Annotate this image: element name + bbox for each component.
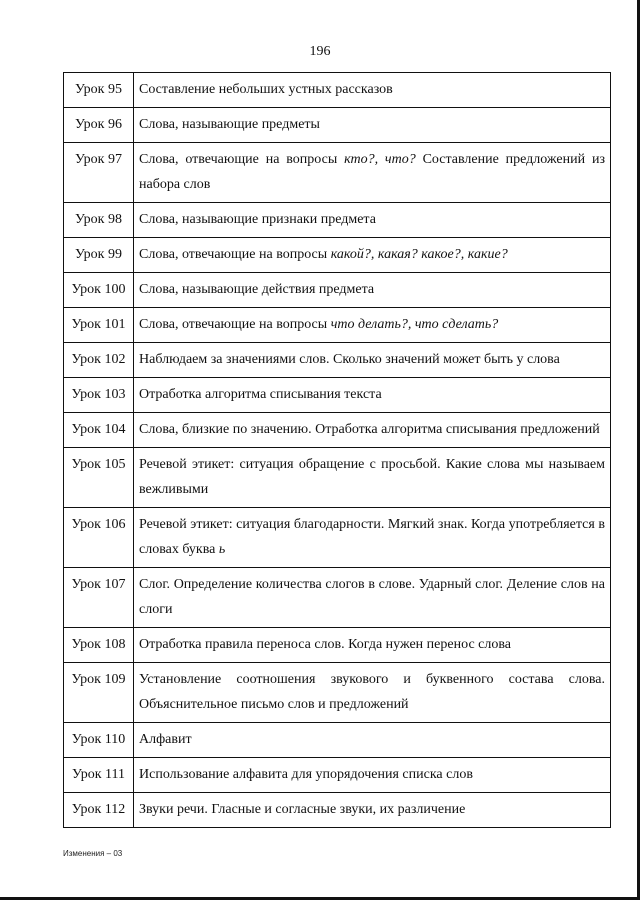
table-row [64,663,611,723]
table-row [64,723,611,758]
lesson-topic-text: Речевой этикет: ситуация благодарности. Мягкий знак. Когда употребляется в словах буква [139,517,605,557]
lesson-topic-text: Использование алфавита для упорядочения списка слов [139,767,473,782]
lesson-topic-text: Слова, отвечающие на вопросы [139,152,345,167]
lesson-topic [134,758,611,793]
lesson-topic [134,308,611,343]
table-row [64,568,611,628]
lesson-number: Урок 110 [64,723,134,758]
lesson-topic [134,568,611,628]
lesson-number: Урок 104 [64,413,134,448]
lesson-topic [134,663,611,723]
lesson-topic-italic: какой?, какая? какое?, какие? [330,247,508,262]
lesson-number: Урок 102 [64,343,134,378]
lesson-topic-text: Слова, называющие признаки предмета [139,212,376,227]
table-row [64,273,611,308]
lesson-topic [134,143,611,203]
lesson-number: Урок 107 [64,568,134,628]
table-row [64,203,611,238]
lesson-number: Урок 109 [64,663,134,723]
lesson-number: Урок 108 [64,628,134,663]
table-row [64,448,611,508]
lesson-number: Урок 97 [64,143,134,203]
lesson-number: Урок 95 [64,73,134,108]
lesson-topic [134,378,611,413]
lesson-number: Урок 105 [64,448,134,508]
lesson-topic [134,108,611,143]
table-row [64,628,611,663]
lesson-number: Урок 98 [64,203,134,238]
lessons-table-body [64,73,611,828]
lesson-topic-text: Отработка правила переноса слов. Когда нужен перенос слова [139,637,511,652]
lesson-topic-text: Звуки речи. Гласные и согласные звуки, их различение [139,802,466,817]
lesson-topic-text: Слова, называющие предметы [139,117,320,132]
lesson-topic [134,628,611,663]
lesson-number: Урок 101 [64,308,134,343]
lesson-topic [134,508,611,568]
lesson-topic [134,238,611,273]
lesson-topic-text: Составление небольших устных рассказов [139,82,393,97]
table-row [64,73,611,108]
lesson-topic [134,273,611,308]
table-row [64,238,611,273]
lesson-number: Урок 100 [64,273,134,308]
lesson-topic-text: Составление предложений из набора слов [139,152,605,192]
table-row [64,758,611,793]
lesson-topic [134,448,611,508]
lesson-topic [134,793,611,828]
table-row [64,308,611,343]
lesson-topic [134,203,611,238]
table-row [64,108,611,143]
table-row [64,413,611,448]
lesson-topic-italic: что делать?, что сделать? [330,317,499,332]
lesson-number: Урок 103 [64,378,134,413]
table-row [64,793,611,828]
lesson-topic [134,343,611,378]
lesson-topic [134,73,611,108]
lesson-topic-text: Слог. Определение количества слогов в слове. Ударный слог. Деление слов на слоги [139,577,605,617]
lesson-topic-text: Наблюдаем за значениями слов. Сколько значений может быть у слова [139,352,560,367]
footer-revision: Изменения – 03 [63,849,123,858]
table-row [64,508,611,568]
lesson-topic-text: Слова, отвечающие на вопросы [139,317,331,332]
lesson-topic-text: Речевой этикет: ситуация обращение с просьбой. Какие слова мы называем вежливыми [139,457,605,497]
lesson-topic-text: Отработка алгоритма списывания текста [139,387,382,402]
lessons-table [63,72,611,828]
lesson-topic [134,723,611,758]
lesson-topic-italic: ь [218,542,226,557]
table-row [64,143,611,203]
lesson-topic-italic: кто?, что? [344,152,416,167]
lesson-topic-text: Слова, близкие по значению. Отработка алгоритма списывания предложений [139,422,600,437]
table-row [64,343,611,378]
table-row [64,378,611,413]
lesson-number: Урок 106 [64,508,134,568]
lesson-topic [134,413,611,448]
lesson-number: Урок 111 [64,758,134,793]
page-number: 196 [309,44,331,59]
lesson-number: Урок 112 [64,793,134,828]
lesson-number: Урок 96 [64,108,134,143]
lesson-topic-text: Алфавит [139,732,192,747]
lesson-number: Урок 99 [64,238,134,273]
lesson-topic-text: Слова, отвечающие на вопросы [139,247,331,262]
lesson-topic-text: Установление соотношения звукового и буквенного состава слова. Объяснительное письмо слов и предложений [139,672,605,712]
lesson-topic-text: Слова, называющие действия предмета [139,282,375,297]
